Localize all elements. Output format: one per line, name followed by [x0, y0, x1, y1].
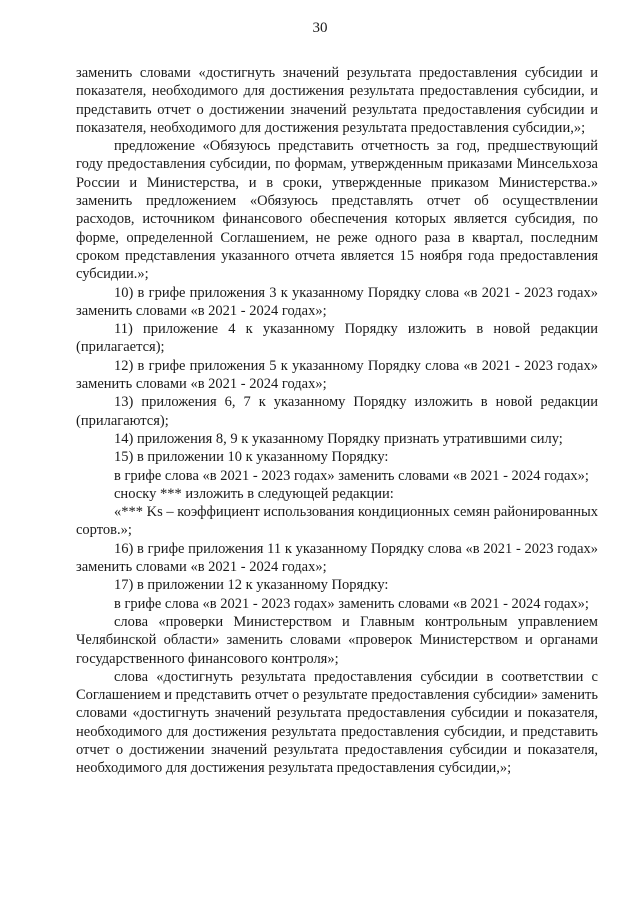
paragraph: предложение «Обязуюсь представить отчетность за год, предшествующий году предоставления субсидии, по формам, утвержденным приказами Минсельхоза России и Министерства, и в сроки, утвержденные приказом Министерства.» заменить предложением «Обязуюсь представлять отчет об осуществлении расходов, источником финансового обеспечения которых является субсидия, по форме, определенной Соглашением, не реже одного раза в квартал, последним сроком представления указанного отчета является 15 ноября года предоставления субсидии.»; — [76, 138, 598, 283]
paragraph: 10) в грифе приложения 3 к указанному Порядку слова «в 2021 - 2023 годах» заменить словами «в 2021 - 2024 годах»; — [76, 284, 598, 319]
paragraph: 14) приложения 8, 9 к указанному Порядку признать утратившими силу; — [114, 430, 563, 447]
paragraph: в грифе слова «в 2021 - 2023 годах» заменить словами «в 2021 - 2024 годах»; — [114, 467, 589, 484]
paragraph: 17) в приложении 12 к указанному Порядку: — [114, 577, 389, 594]
paragraph: слова «проверки Министерством и Главным контрольным управлением Челябинской области» заменить словами «проверок Министерством и органами государственного финансового контроля»; — [76, 613, 598, 667]
paragraph: 16) в грифе приложения 11 к указанному Порядку слова «в 2021 - 2023 годах» заменить словами «в 2021 - 2024 годах»; — [76, 540, 598, 576]
document-body — [76, 64, 598, 778]
paragraph: 15) в приложении 10 к указанному Порядку: — [114, 449, 389, 466]
page-number: 30 — [312, 20, 328, 36]
paragraph: слова «достигнуть результата предоставления субсидии в соответствии с Соглашением и представить отчет о результате предоставления субсидии» заменить словами «достигнуть значений результата предоставления субсидии и показателя, необходимого для достижения результата предоставления субсидии, и представить отчет о достижении значений результата предоставления субсидии и показателя, необходимого для достижения результата предоставления субсидии,»; — [76, 668, 598, 777]
paragraph: заменить словами «достигнуть значений результата предоставления субсидии и показателя, необходимого для достижения результата предоставления субсидии, и представить отчет о достижении значений результата предоставления субсидии и показателя, необходимого для достижения результата предоставления субсидии,»; — [76, 65, 598, 136]
paragraph: 13) приложения 6, 7 к указанному Порядку изложить в новой редакции (прилагаются); — [76, 394, 598, 429]
paragraph: 11) приложение 4 к указанному Порядку изложить в новой редакции (прилагается); — [76, 321, 598, 356]
paragraph: 12) в грифе приложения 5 к указанному Порядку слова «в 2021 - 2023 годах» заменить словами «в 2021 - 2024 годах»; — [76, 357, 598, 393]
paragraph: «*** Ks – коэффициент использования кондиционных семян районированных сортов.»; — [76, 504, 598, 539]
paragraph: сноску *** изложить в следующей редакции: — [114, 485, 394, 502]
paragraph: в грифе слова «в 2021 - 2023 годах» заменить словами «в 2021 - 2024 годах»; — [114, 595, 589, 612]
